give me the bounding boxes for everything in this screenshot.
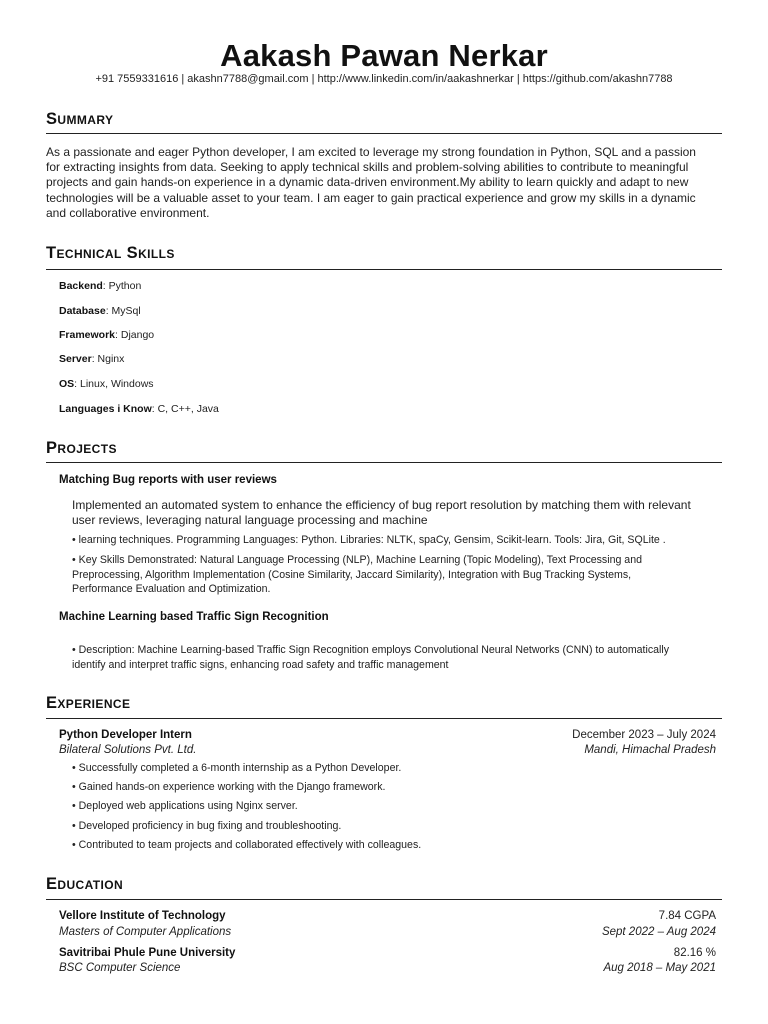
skill-label: Languages i Know — [59, 403, 152, 415]
project-intro-line: Implemented an automated system to enhance the efficiency of bug report resolution by matching them with relevant — [72, 498, 691, 512]
project-intro-line: user reviews, leveraging natural language processing and machine — [72, 513, 428, 527]
skill-item — [59, 403, 219, 415]
skill-value: : Linux, Windows — [74, 378, 154, 390]
skill-value: : MySql — [105, 305, 141, 317]
summary-line: and collaborative environment. — [46, 205, 210, 220]
project-bullet — [72, 553, 722, 597]
section-divider — [46, 133, 722, 134]
company-name: Bilateral Solutions Pvt. Ltd. — [59, 744, 197, 756]
job-dates: December 2023 – July 2024 — [572, 729, 716, 741]
education-dates: Aug 2018 – May 2021 — [603, 962, 716, 974]
job-title: Python Developer Intern — [59, 729, 192, 741]
candidate-name: Aakash Pawan Nerkar — [220, 38, 548, 73]
section-divider — [46, 269, 722, 270]
skill-item — [59, 329, 154, 341]
skill-label: Server — [59, 353, 92, 365]
skill-label: Backend — [59, 280, 103, 292]
section-title-education: Education — [46, 875, 124, 893]
project-bullet: • learning techniques. Programming Languages: Python. Libraries: NLTK, spaCy, Gensim, Scikit-learn. Tools: Jira, Git, SQLite . — [72, 534, 666, 546]
contact-line: +91 7559331616 | akashn7788@gmail.com | http://www.linkedin.com/in/aakashnerkar | https://github.com/akashn7788 — [95, 73, 673, 85]
section-title-experience: Experience — [46, 694, 131, 712]
job-location: Mandi, Himachal Pradesh — [584, 744, 716, 756]
school-score: 82.16 % — [673, 947, 716, 959]
section-title-projects: Projects — [46, 439, 117, 457]
experience-bullet: • Gained hands-on experience working with the Django framework. — [72, 781, 386, 793]
summary-line: technologies will be a valuable asset to your team. I am eager to gain practical experience and grow my skills in a dynamic — [46, 190, 696, 205]
section-title-summary: Summary — [46, 110, 114, 128]
skill-value: : Nginx — [91, 353, 125, 365]
experience-bullet: • Deployed web applications using Nginx server. — [72, 800, 298, 812]
school-name: Vellore Institute of Technology — [59, 910, 226, 922]
project-title: Matching Bug reports with user reviews — [59, 474, 277, 486]
degree-name: BSC Computer Science — [59, 962, 181, 974]
project-intro — [72, 498, 732, 528]
project-bullet-line: • Description: Machine Learning-based Traffic Sign Recognition employs Convolutional Neural Networks (CNN) to automatically — [72, 644, 670, 656]
skill-label: Database — [59, 305, 106, 317]
skill-item — [59, 378, 154, 390]
summary-line: for extracting insights from data. Seeking to apply technical skills and problem-solving abilities to contribute to meaningful — [46, 160, 689, 175]
project-bullet — [72, 643, 722, 672]
skill-value: : Django — [115, 329, 155, 341]
summary-text — [46, 145, 726, 221]
summary-line: projects and gain hands-on experience in a dynamic data-driven environment.My ability to learn quickly and adapt to new — [46, 175, 689, 190]
skill-value: : C, C++, Java — [151, 403, 219, 415]
section-divider — [46, 899, 722, 900]
section-divider — [46, 718, 722, 719]
skill-value: : Python — [102, 280, 142, 292]
project-bullet-line: Preprocessing, Algorithm Implementation (Cosine Similarity, Jaccard Similarity), Integration with Bug Tracking Systems, — [72, 568, 632, 581]
skill-label: OS — [59, 378, 75, 390]
experience-bullet: • Contributed to team projects and collaborated effectively with colleagues. — [72, 839, 422, 851]
project-bullet-line: Performance Evaluation and Optimization. — [72, 583, 271, 596]
project-bullet-line: identify and interpret traffic signs, enhancing road safety and traffic management — [72, 658, 449, 671]
experience-bullet: • Developed proficiency in bug fixing and troubleshooting. — [72, 820, 342, 832]
degree-name: Masters of Computer Applications — [59, 926, 232, 938]
skill-item — [59, 305, 141, 317]
skill-item — [59, 353, 124, 365]
summary-line: As a passionate and eager Python developer, I am excited to leverage my strong foundation in Python, SQL and a passion — [46, 145, 696, 159]
skill-label: Framework — [59, 329, 116, 341]
experience-bullet: • Successfully completed a 6-month internship as a Python Developer. — [72, 762, 402, 774]
project-title: Machine Learning based Traffic Sign Recognition — [59, 611, 329, 623]
section-divider — [46, 462, 722, 463]
skill-item — [59, 280, 141, 292]
school-score: 7.84 CGPA — [658, 910, 716, 922]
section-title-skills: Technical Skills — [46, 244, 175, 262]
school-name: Savitribai Phule Pune University — [59, 947, 236, 959]
education-dates: Sept 2022 – Aug 2024 — [601, 926, 716, 938]
project-bullet-line: • Key Skills Demonstrated: Natural Language Processing (NLP), Machine Learning (Topic Modeling), Text Processing and — [72, 554, 642, 566]
